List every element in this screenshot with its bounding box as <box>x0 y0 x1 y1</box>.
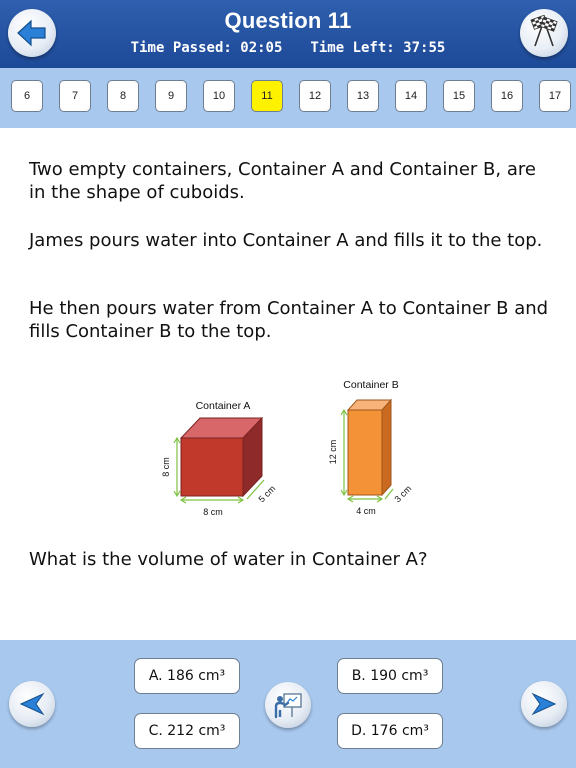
container-a-depth-label: 5 cm <box>256 483 278 505</box>
question-number-button[interactable]: 14 <box>395 80 427 112</box>
container-b-depth-label: 3 cm <box>392 483 414 505</box>
question-number-button[interactable]: 6 <box>11 80 43 112</box>
question-paragraph-1: Two empty containers, Container A and Container B, are in the shape of cuboids. <box>29 159 536 203</box>
right-arrow-icon <box>529 689 559 719</box>
current-question-number-button[interactable]: 11 <box>251 80 283 112</box>
question-number-button[interactable]: 7 <box>59 80 91 112</box>
container-a-cuboid <box>181 418 262 496</box>
container-a-width-label: 8 cm <box>203 507 223 517</box>
explanation-button[interactable] <box>265 682 311 728</box>
question-number-button[interactable]: 16 <box>491 80 523 112</box>
answer-panel <box>0 640 576 768</box>
container-b-width-label: 4 cm <box>356 506 376 516</box>
question-paragraph-2: James pours water into Container A and fills it to the top. <box>29 230 543 251</box>
question-number-button[interactable]: 8 <box>107 80 139 112</box>
question-number-button[interactable]: 17 <box>539 80 571 112</box>
container-a-height-label: 8 cm <box>161 457 171 477</box>
time-passed-value: 02:05 <box>240 40 283 56</box>
time-left-value: 37:55 <box>403 40 446 56</box>
question-number-button[interactable]: 10 <box>203 80 235 112</box>
finish-button[interactable] <box>520 9 568 57</box>
question-number-button[interactable]: 9 <box>155 80 187 112</box>
previous-question-button[interactable] <box>9 681 55 727</box>
answer-option-d[interactable]: D. 176 cm³ <box>337 713 443 749</box>
answer-option-c[interactable]: C. 212 cm³ <box>134 713 240 749</box>
containers-diagram <box>150 372 440 524</box>
container-a-label: Container A <box>195 400 251 412</box>
question-prompt: What is the volume of water in Container A? <box>29 549 428 570</box>
time-left-label: Time Left: <box>310 40 395 56</box>
question-title: Question 11 <box>224 8 352 33</box>
question-number-button[interactable]: 15 <box>443 80 475 112</box>
container-b-height-label: 12 cm <box>328 439 338 465</box>
next-question-button[interactable] <box>521 681 567 727</box>
question-navigator <box>0 68 576 128</box>
header-bar <box>0 0 576 68</box>
container-b-cuboid <box>348 400 391 495</box>
time-passed-label: Time Passed: <box>130 40 232 56</box>
answer-option-b[interactable]: B. 190 cm³ <box>337 658 443 694</box>
checkered-flags-icon <box>526 15 562 51</box>
left-arrow-icon <box>17 689 47 719</box>
question-number-button[interactable]: 12 <box>299 80 331 112</box>
container-b-label: Container B <box>343 379 399 391</box>
question-number-button[interactable]: 13 <box>347 80 379 112</box>
question-paragraph-3: He then pours water from Container A to Container B and fills Container B to the top. <box>29 298 549 342</box>
timer-bar <box>0 40 576 56</box>
teacher-board-icon <box>271 688 305 722</box>
answer-option-a[interactable]: A. 186 cm³ <box>134 658 240 694</box>
